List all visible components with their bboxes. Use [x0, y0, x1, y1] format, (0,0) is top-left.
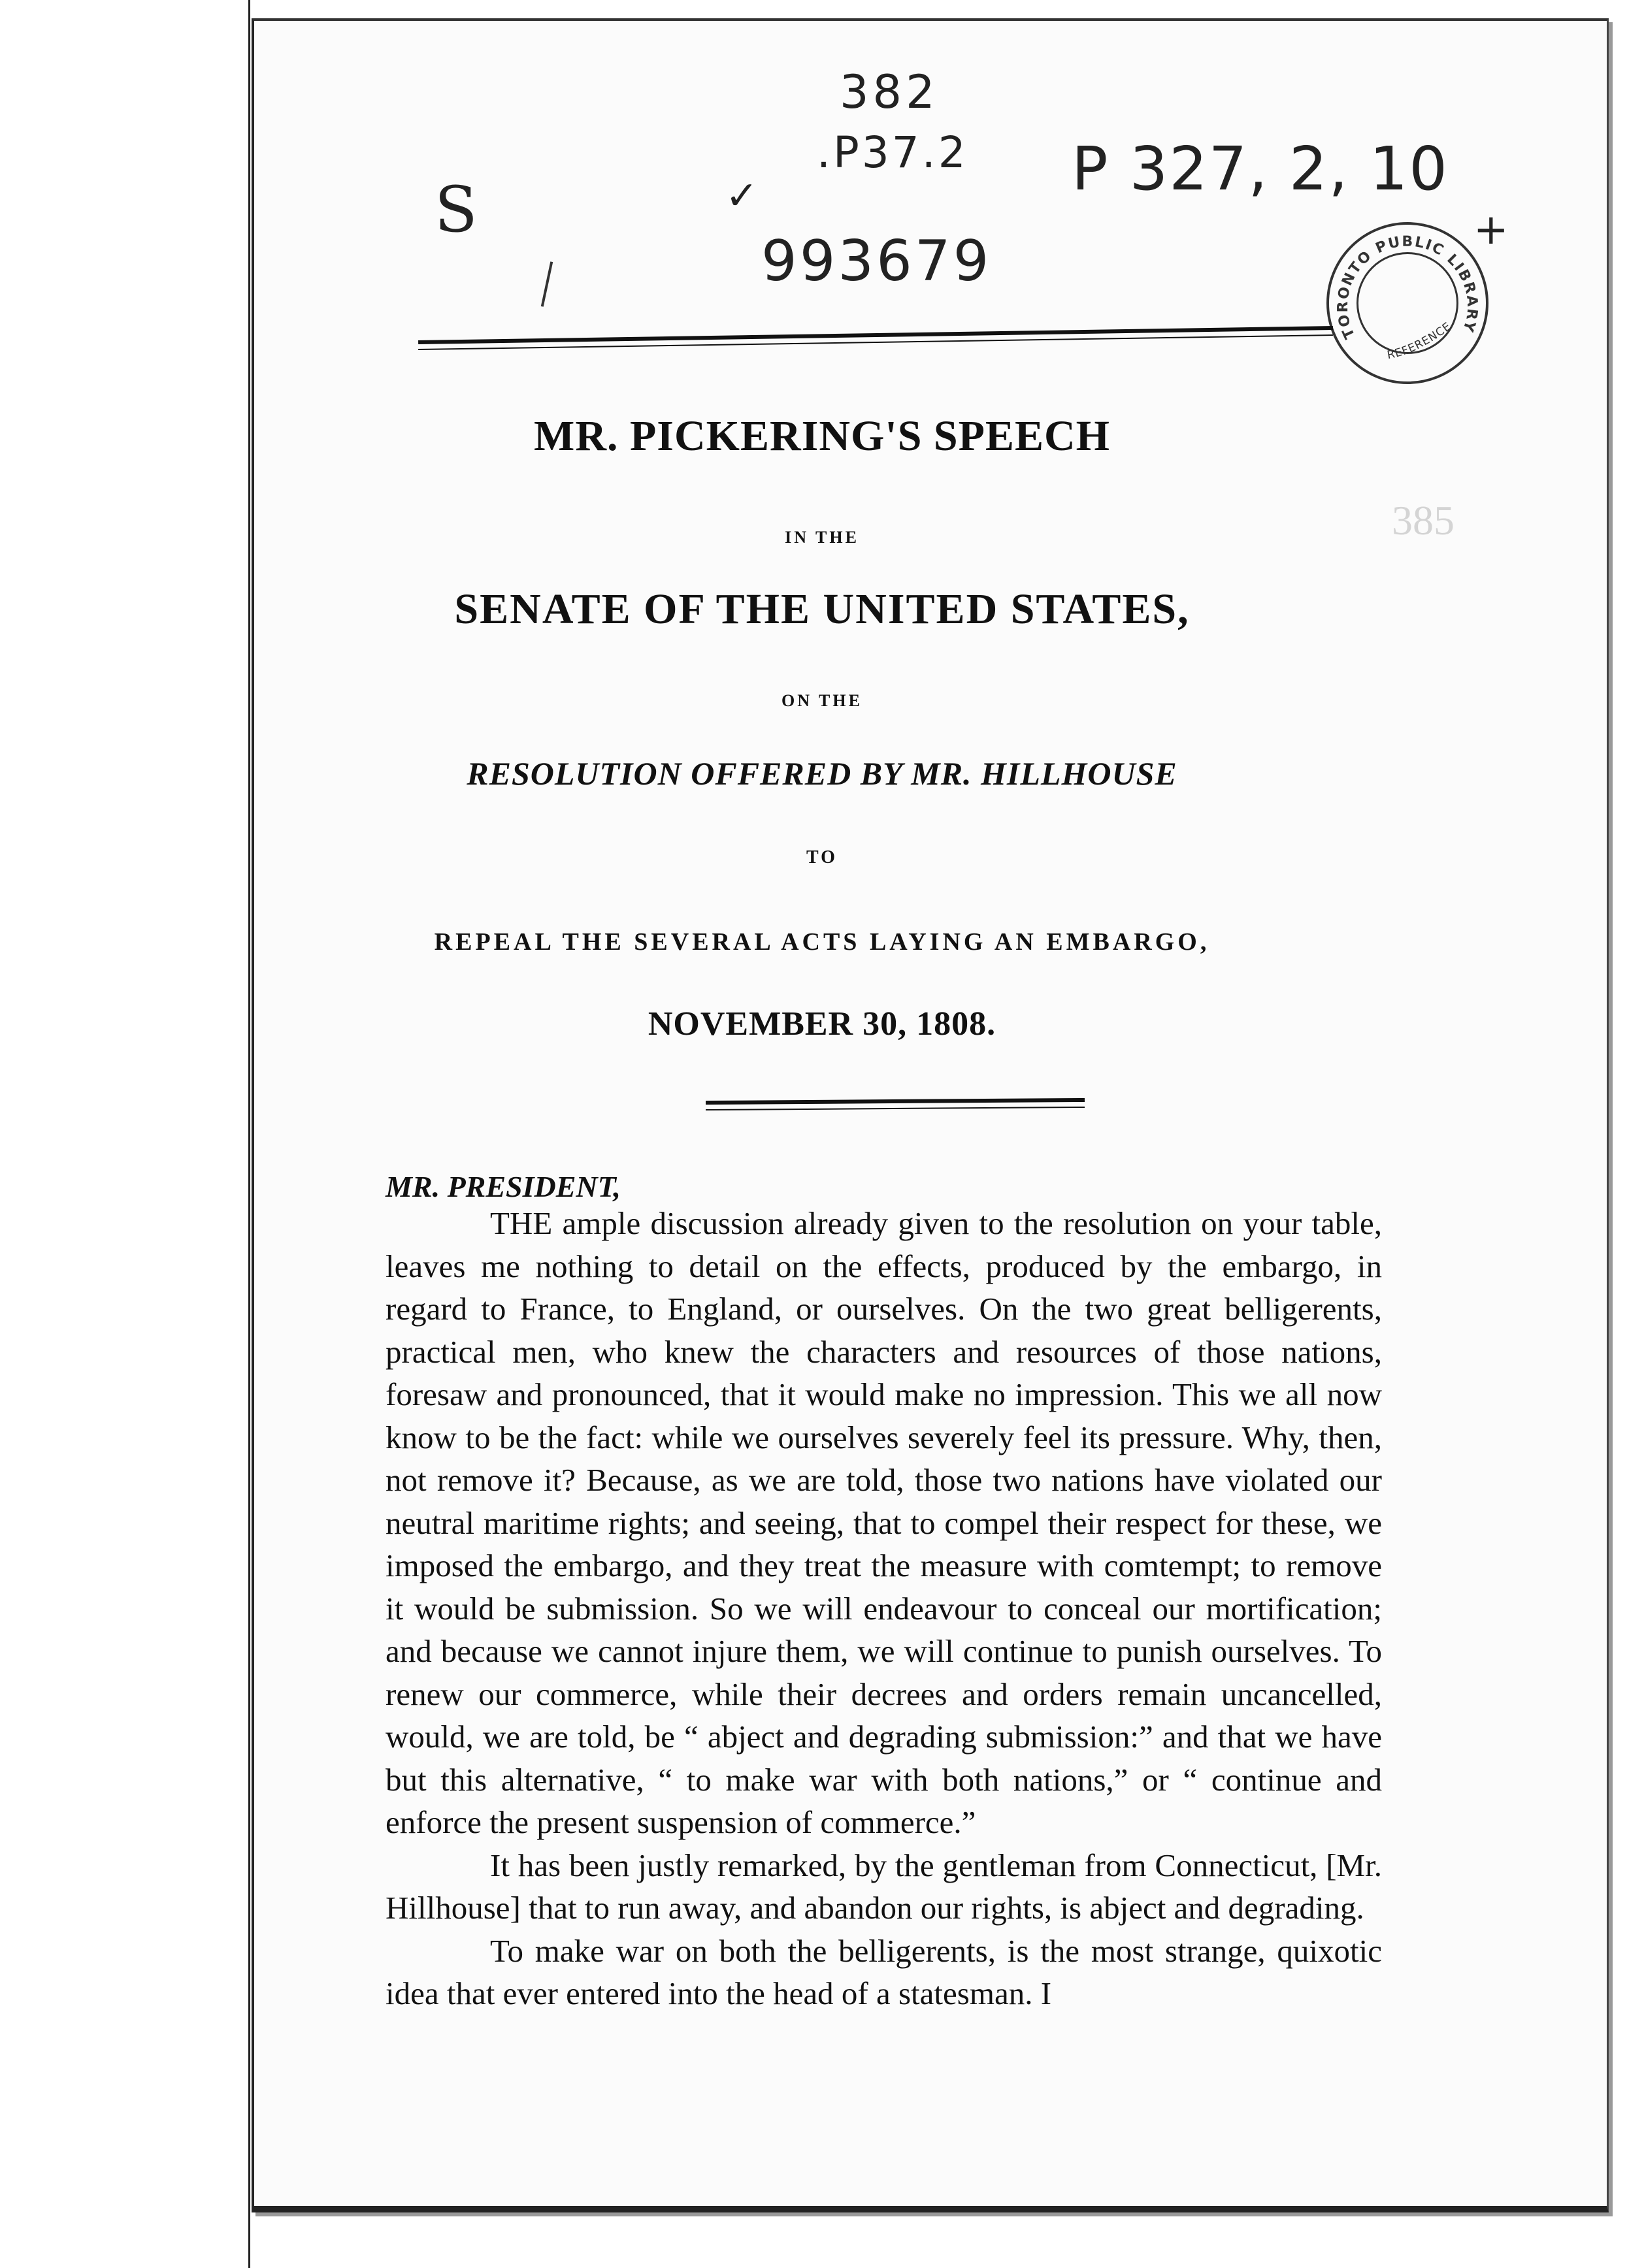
title-on-the: ON THE — [781, 691, 863, 710]
title-resolution: RESOLUTION OFFERED BY MR. HILLHOUSE — [467, 755, 1177, 792]
title-speech: MR. PICKERING'S SPEECH — [534, 412, 1110, 460]
handwritten-accession-number: 993679 — [761, 229, 992, 294]
handwritten-call-number-mid: .P37.2 — [817, 127, 968, 178]
handwritten-check-mark: ✓ — [725, 173, 759, 219]
title-date: NOVEMBER 30, 1808. — [648, 1005, 996, 1043]
handwritten-plus: + — [1473, 206, 1509, 254]
handwritten-letter-s: S — [435, 173, 478, 246]
svg-text:TORONTO PUBLIC LIBRARY — [1335, 234, 1480, 342]
salutation: MR. PRESIDENT, — [386, 1170, 621, 1203]
library-stamp-lettering — [1329, 225, 1486, 381]
title-repeal: REPEAL THE SEVERAL ACTS LAYING AN EMBARGO, — [434, 928, 1210, 956]
title-in-the: IN THE — [785, 528, 859, 547]
stamp-text: TORONTO PUBLIC LIBRARY — [1335, 233, 1481, 342]
title-senate: SENATE OF THE UNITED STATES, — [454, 585, 1190, 633]
handwritten-call-number-right: P 327, 2, 10 — [1072, 134, 1449, 204]
handwritten-call-number-top: 382 — [840, 65, 939, 119]
speech-body — [386, 1202, 1382, 2015]
bleed-through-mark: 385 — [1392, 497, 1455, 543]
stamp-label: REFERENCE — [1386, 319, 1455, 363]
library-stamp — [1326, 222, 1488, 384]
paragraph-1: THE ample discussion already given to the resolution on your table, leaves me nothing to detail on the effects, produced by the embargo, in regard to France, to England, or ourselves. On the two great belligerents, practical men, who knew the characters and resources of those nations, foresaw and pronounced, that it would make no impression. This we all now know to be the fact: while we ourselves severely feel its pressure. Why, then, not remove it? Because, as we are told, those two nations have violated our neutral maritime rights; and seeing, that to compel their respect for these, we imposed the embargo, and they treat the measure with comtempt; to remove it would be submission. So we will endeavour to conceal our mortification; and because we cannot injure them, we will continue to punish ourselves. To renew our commerce, while their decrees and orders remain uncancelled, would, we are told, be “ abject and degrading submission:” and that we have but this alternative, “ to make war with both nations,” or “ continue and enforce the present suspension of commerce.” — [386, 1205, 1382, 1840]
svg-text:REFERENCE — [1386, 320, 1454, 363]
title-to: TO — [806, 847, 838, 867]
facing-page-edge — [0, 0, 250, 2268]
paragraph-2: It has been justly remarked, by the gentleman from Connecticut, [Mr. Hillhouse] that to run away, and abandon our rights, is abject and degrading. — [386, 1847, 1382, 1926]
paragraph-3: To make war on both the belligerents, is the most strange, quixotic idea that ever entered into the head of a statesman. I — [386, 1932, 1382, 2011]
